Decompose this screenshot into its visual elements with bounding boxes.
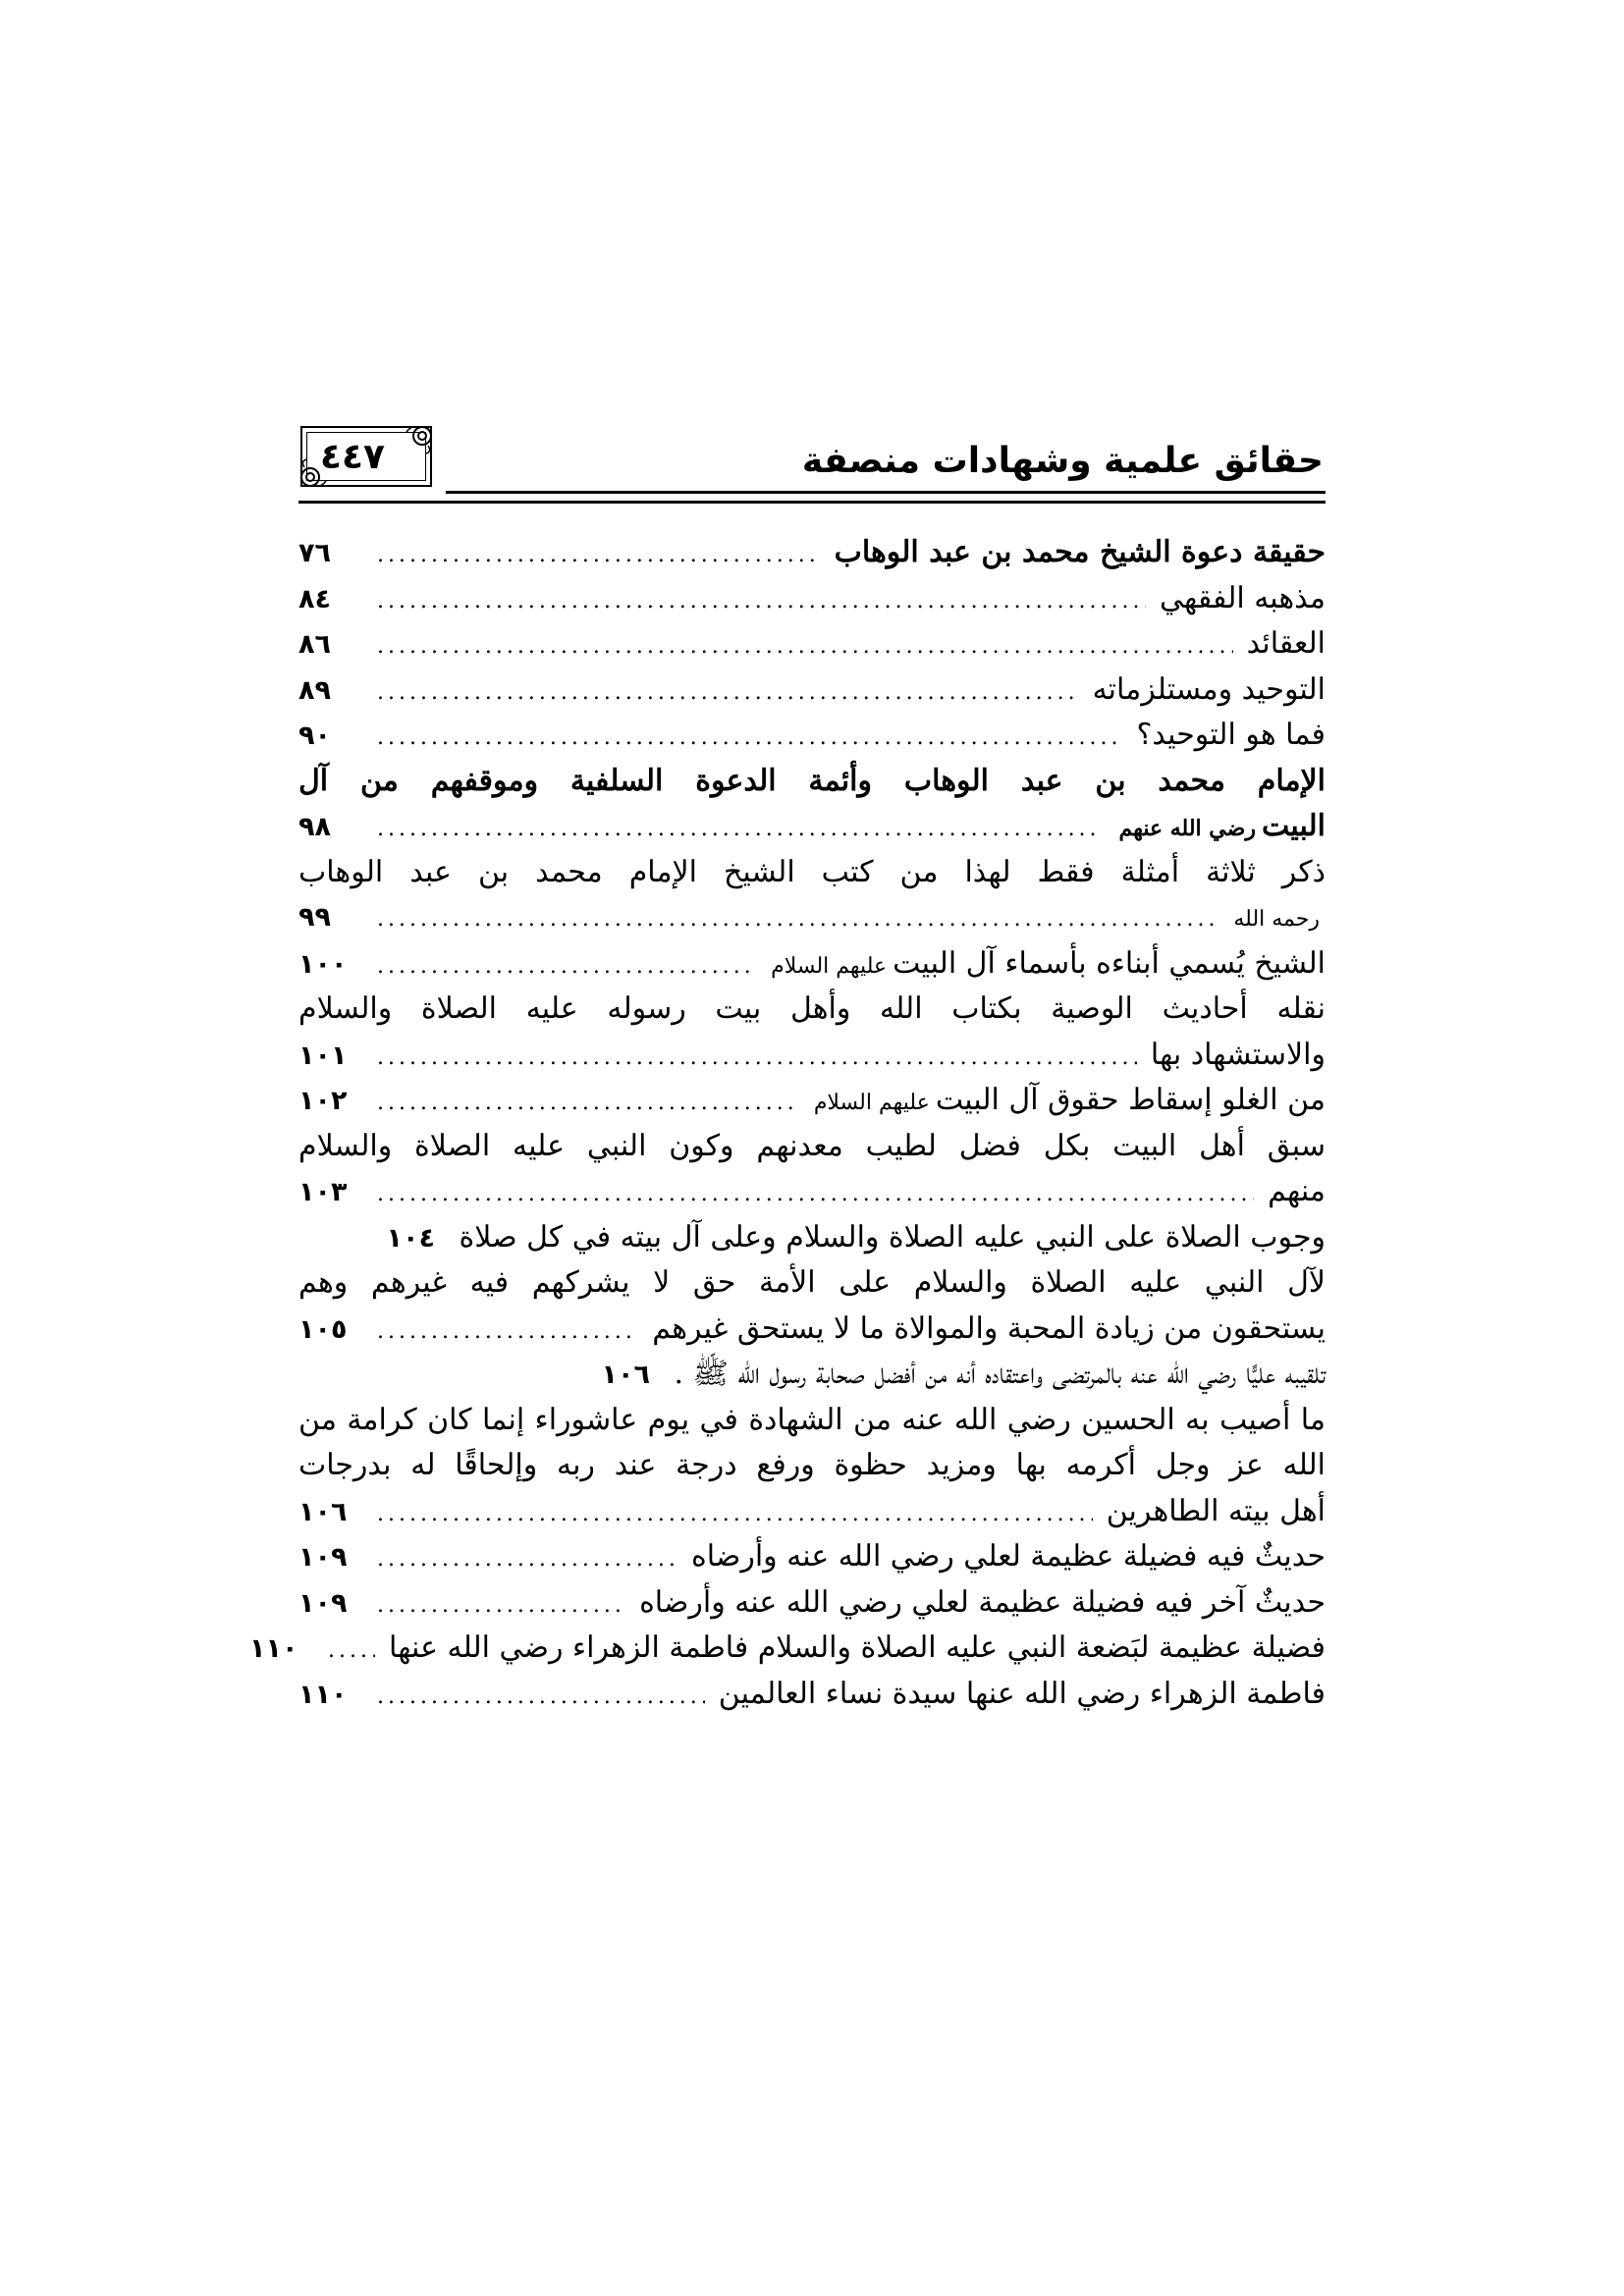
toc-entry-title: أهل بيته الطاهرين	[1106, 1493, 1326, 1528]
toc-entry-title: العقائد	[1246, 626, 1326, 661]
toc-entry-title: البيت	[1261, 809, 1326, 843]
dot-leader	[377, 1081, 794, 1127]
toc-page-number: ٨٤	[298, 583, 331, 614]
toc-page-number: ٨٩	[298, 674, 331, 706]
toc-entry[interactable]	[298, 1672, 1326, 1718]
floral-ornament-icon	[403, 422, 436, 455]
page-header	[298, 422, 1326, 503]
book-title: حقائق علمية وشهادات منصفة	[801, 441, 1324, 481]
toc-page-number: ٨٦	[298, 629, 331, 660]
toc-page-number: ٩٠	[298, 721, 331, 751]
toc-entry[interactable]	[298, 1033, 1326, 1079]
toc-entry[interactable]	[298, 1215, 1326, 1261]
toc-entry-title: فضيلة عظيمة لبَضعة النبي عليه الصلاة والسلام فاطمة الزهراء رضي الله عنها	[389, 1630, 1326, 1665]
toc-entry[interactable]	[298, 713, 1326, 759]
toc-entry[interactable]	[298, 667, 1326, 714]
toc-entry-title: فما هو التوحيد؟	[1136, 718, 1326, 752]
toc-entry-continuation[interactable]	[298, 850, 1326, 896]
toc-page-number: ١٠٠	[298, 948, 348, 980]
toc-entry[interactable]	[298, 1352, 1326, 1398]
dot-leader	[377, 944, 751, 990]
page-number-frame	[300, 426, 432, 487]
toc-entry[interactable]	[298, 804, 1326, 850]
toc-entry[interactable]	[298, 1169, 1326, 1215]
toc-page-number: ١٠٩	[298, 1542, 348, 1573]
toc-entry[interactable]	[298, 1580, 1326, 1627]
toc-entry-title: لآل النبي عليه الصلاة والسلام على الأمة حق لا يشركهم فيه غيرهم وهم	[298, 1265, 1326, 1300]
toc-entry-title: فاطمة الزهراء رضي الله عنها سيدة نساء العالمين	[718, 1676, 1326, 1711]
toc-entry-continuation[interactable]	[298, 987, 1326, 1033]
toc-entry-title: تلقيبه عليًّا رضي الله عنه بالمرتضى واعتقاده أنه من أفضل صحابة رسول الله ﷺ .	[674, 1357, 1326, 1391]
toc-entry[interactable]	[298, 1078, 1326, 1124]
toc-entry[interactable]	[298, 1307, 1326, 1353]
toc-entry[interactable]	[298, 576, 1326, 622]
toc-entry-title: حقيقة دعوة الشيخ محمد بن عبد الوهاب	[834, 535, 1326, 569]
dot-leader	[377, 807, 1100, 853]
toc-entry-title: حديثٌ آخر فيه فضيلة عظيمة لعلي رضي الله عنه وأرضاه	[639, 1584, 1326, 1620]
book-page	[249, 422, 1326, 1711]
toc-entry-title: مذهبه الفقهي	[1160, 580, 1326, 615]
toc-entry-title: ما أصيب به الحسين رضي الله عنه من الشهادة في يوم عاشوراء إنما كان كرامة من	[298, 1402, 1326, 1437]
dot-leader	[377, 1172, 1254, 1218]
toc-page-number: ٧٦	[298, 538, 331, 568]
honorific-glyph-icon: رحمه الله	[1233, 907, 1320, 932]
dot-leader	[377, 1537, 677, 1583]
toc-entry-title: سبق أهل البيت بكل فضل لطيب معدنهم وكون النبي عليه الصلاة والسلام	[298, 1128, 1326, 1163]
toc-entry-title: من الغلو إسقاط حقوق آل البيت	[935, 1083, 1326, 1117]
toc-entry-title: الإمام محمد بن عبد الوهاب وأئمة الدعوة السلفية وموقفهم من آل	[298, 763, 1326, 798]
honorific-glyph-icon: عليهم السلام	[813, 1091, 930, 1115]
dot-leader	[377, 1583, 625, 1629]
toc-page-number: ٩٩	[298, 902, 331, 933]
header-rule	[298, 501, 1326, 504]
toc-entry-title: نقله أحاديث الوصية بكتاب الله وأهل بيت رسوله عليه الصلاة والسلام	[298, 991, 1326, 1026]
toc-entry-continuation[interactable]	[298, 759, 1326, 805]
toc-entry[interactable]	[298, 1534, 1326, 1580]
header-rule	[446, 491, 1326, 494]
toc-entry[interactable]	[249, 1626, 1326, 1672]
honorific-glyph-icon: رضي الله عنهم	[1118, 816, 1256, 841]
toc-page-number: ١٠١	[298, 1040, 348, 1071]
dot-leader	[377, 897, 1214, 943]
table-of-contents	[249, 530, 1326, 1717]
toc-entry[interactable]	[298, 1489, 1326, 1535]
toc-entry[interactable]	[298, 895, 1326, 941]
toc-page-number: ١١٠	[249, 1633, 298, 1664]
toc-entry-title: الشيخ يُسمي أبناءه بأسماء آل البيت	[893, 945, 1326, 981]
dot-leader	[377, 670, 1079, 717]
toc-entry-title: وجوب الصلاة على النبي عليه الصلاة والسلام وعلى آل بيته في كل صلاة	[459, 1219, 1326, 1255]
toc-entry-continuation[interactable]	[298, 1124, 1326, 1170]
toc-entry-title: ذكر ثلاثة أمثلة فقط لهذا من كتب الشيخ الإمام محمد بن عبد الوهاب	[298, 854, 1326, 889]
toc-page-number: ٩٨	[298, 812, 331, 842]
toc-page-number: ١١٠	[298, 1679, 348, 1710]
toc-entry-title: التوحيد ومستلزماته	[1092, 671, 1326, 707]
dot-leader	[377, 579, 1146, 625]
toc-entry-title: حديثٌ فيه فضيلة عظيمة لعلي رضي الله عنه وأرضاه	[691, 1539, 1326, 1574]
dot-leader	[377, 716, 1122, 762]
toc-page-number: ١٠٤	[386, 1222, 435, 1254]
toc-entry-continuation[interactable]	[298, 1398, 1326, 1444]
toc-page-number: ١٠٦	[601, 1360, 650, 1390]
toc-entry[interactable]	[298, 621, 1326, 667]
toc-entry-title: يستحقون من زيادة المحبة والموالاة ما لا يستحق غيرهم	[652, 1310, 1326, 1346]
toc-page-number: ١٠٦	[298, 1496, 348, 1527]
dot-leader	[328, 1629, 375, 1675]
toc-entry-continuation[interactable]	[298, 1443, 1326, 1489]
toc-page-number: ١٠٥	[298, 1313, 348, 1345]
toc-entry[interactable]	[298, 941, 1326, 988]
toc-page-number: ١٠٢	[298, 1086, 348, 1116]
toc-entry-title: منهم	[1268, 1174, 1326, 1208]
toc-page-number: ١٠٩	[298, 1587, 348, 1619]
honorific-glyph-icon: عليهم السلام	[771, 953, 888, 979]
dot-leader	[377, 1492, 1093, 1538]
toc-entry-title: والاستشهاد بها	[1150, 1037, 1326, 1072]
dot-leader	[377, 624, 1233, 670]
page-number: ٤٤٧	[320, 437, 385, 477]
toc-page-number: ١٠٣	[298, 1177, 348, 1207]
dot-leader	[377, 533, 821, 579]
toc-entry[interactable]	[298, 530, 1326, 576]
dot-leader	[377, 1309, 638, 1356]
dot-leader	[377, 1675, 705, 1721]
toc-entry-continuation[interactable]	[298, 1260, 1326, 1307]
toc-entry-title: الله عز وجل أكرمه بها ومزيد حظوة ورفع درجة عند ربه وإلحاقًا له بدرجات	[298, 1448, 1326, 1482]
dot-leader	[377, 1036, 1137, 1082]
